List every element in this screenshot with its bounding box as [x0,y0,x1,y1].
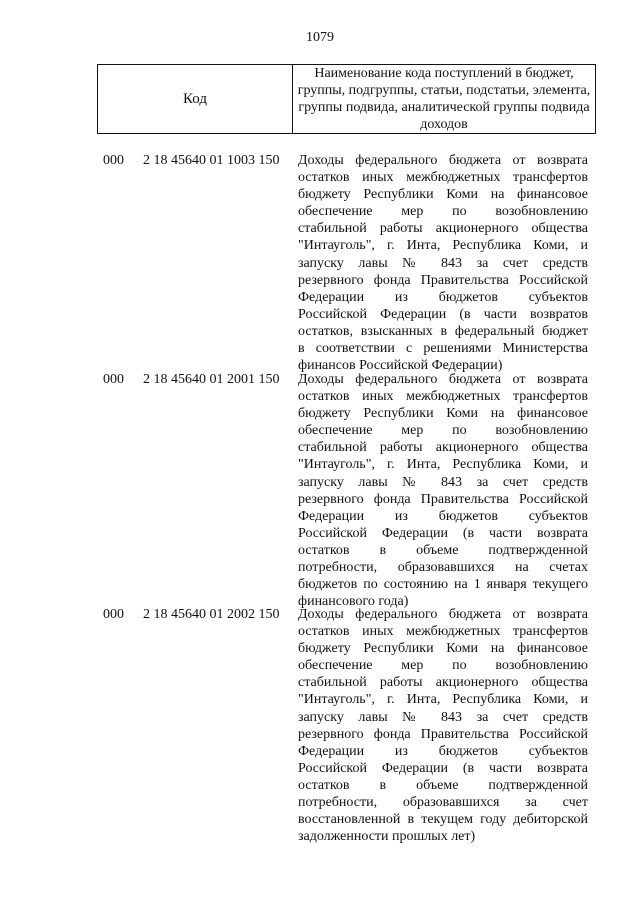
description-line: "Интауголь", г. Инта, Республика Коми, и [298,457,588,473]
row-code: 2 18 45640 01 2002 150 [143,607,280,622]
description-line: остатков в объеме подтвержденной [298,542,588,558]
description-line: резервного фонда Правительства Российской [298,272,588,288]
description-line: резервного фонда Правительства Российской [298,726,588,742]
description-line: Федерации из бюджетов субъектов [298,743,588,759]
description-line: "Интауголь", г. Инта, Республика Коми, и [298,238,588,254]
description-line: остатков иных межбюджетных трансфертов [298,389,588,405]
header-name-cell: Наименование кода поступлений в бюджет, группы, подгруппы, статьи, подстатьи, элемента, группы подвида, аналитической группы подвида доходов [297,66,591,132]
description-line: Федерации из бюджетов субъектов [298,508,588,524]
description-line: Российской Федерации (в части возврата [298,760,588,776]
description-line: стабильной работы акционерного общества [298,675,588,691]
header-code-cell: Код [98,65,293,133]
description-line: обеспечение мер по возобновлению [298,204,588,220]
description-line: Доходы федерального бюджета от возврата [298,372,588,387]
description-line: финансов Российской Федерации) [298,358,503,374]
description-line: бюджету Республики Коми на финансовое [298,641,588,657]
description-line: бюджетов по состоянию на 1 января текущего [298,577,588,593]
description-line: финансового года) [298,594,409,610]
row-prefix: 000 [103,372,124,387]
description-line: стабильной работы акционерного общества [298,221,588,237]
description-line: обеспечение мер по возобновлению [298,658,588,674]
table-header [97,64,596,134]
description-line: потребности, образовавшихся на счетах [298,560,588,576]
row-code: 2 18 45640 01 1003 150 [143,153,280,168]
row-description [298,152,588,374]
description-line: Доходы федерального бюджета от возврата [298,607,588,622]
description-line: потребности, образовавшихся за счет [298,795,588,811]
description-line: задолженности прошлых лет) [298,829,476,845]
description-line: бюджету Республики Коми на финансовое [298,187,588,203]
description-line: запуску лавы № 843 за счет средств [298,709,588,725]
description-line: "Интауголь", г. Инта, Республика Коми, и [298,692,588,708]
description-line: остатков иных межбюджетных трансфертов [298,170,588,186]
description-line: обеспечение мер по возобновлению [298,423,588,439]
description-line: Российской Федерации (в части возврата [298,525,588,541]
description-line: остатков иных межбюджетных трансфертов [298,624,588,640]
description-line: запуску лавы № 843 за счет средств [298,255,588,271]
description-line: в соответствии с решениями Министерства [298,341,588,357]
row-code: 2 18 45640 01 2001 150 [143,372,280,387]
row-description [298,606,588,845]
description-line: запуску лавы № 843 за счет средств [298,474,588,490]
description-line: резервного фонда Правительства Российской [298,491,588,507]
row-prefix: 000 [103,607,124,622]
description-line: бюджету Республики Коми на финансовое [298,406,588,422]
row-description [298,371,588,610]
description-line: Российской Федерации (в части возвратов [298,306,588,322]
description-line: остатков, взысканных в федеральный бюджет [298,323,588,339]
description-line: Федерации из бюджетов субъектов [298,289,588,305]
page-number: 1079 [306,30,334,45]
description-line: Доходы федерального бюджета от возврата [298,153,588,168]
row-prefix: 000 [103,153,124,168]
description-line: восстановленной в текущем году дебиторской [298,812,588,828]
description-line: остатков в объеме подтвержденной [298,777,588,793]
description-line: стабильной работы акционерного общества [298,440,588,456]
